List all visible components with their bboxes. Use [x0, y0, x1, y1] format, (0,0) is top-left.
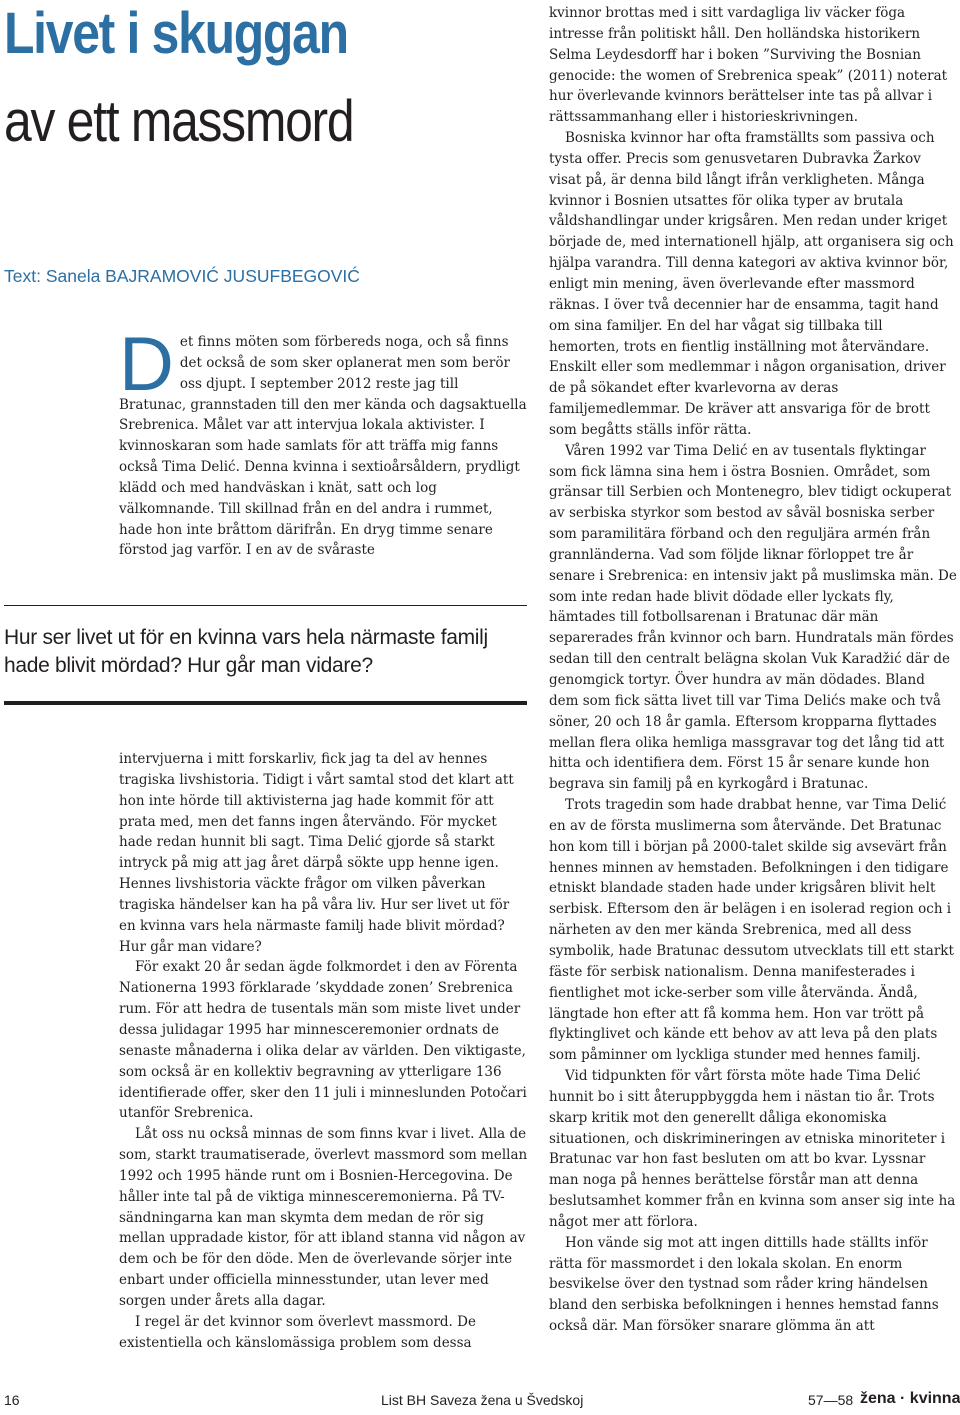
body-paragraph: Bosniska kvinnor har ofta framställts som passiva och tysta offer. Precis som genusvetaren Dubravka Žarkov visat på, är denna bild långt ifrån verkligheten. Många kvinnor i Bosnien utsattes för olika typer av brutala våldshandlingar under krigsåren. Men redan under kriget började de, med internationell hjälp, att organisera sig och hjälpa varandra. Till denna kategori av aktiva kvinnor bör, enligt min mening, även överlevande efter massmord räknas. I över två decennier har de ensamma, tagit hand om sina familjer. En del har vågat sig tillbaka till hemorten, trots en fientlig inställning mot återvändare. Enskilt eller som medlemmar i någon organisation, driver de på sökandet efter kvarlevorna av deras familjemedlemmar. De kräver att ansvariga för de brott som begåtts ställs inför rätta.: [549, 130, 954, 438]
body-paragraph: Trots tragedin som hade drabbat henne, var Tima Delić en av de första muslimerna som återvände. Det Bratunac hon kom till i början på 2000-talet skilde sig avsevärt från hennes minnen av hemstaden. Befolkningen i den tidigare etniskt blandade staden hade under krigsåren blivit helt serbisk. Eftersom den är belägen i en isolerad region och i närheten av den mer kända Srebrenica, med all dess symbolik, hade Bratunac dessutom utvecklats till ett starkt fäste för serbisk nationalism. Denna manifesterades i fientlighet mot icke-serber som ville återvända. Ändå, längtade hon efter att få komma hem. Hon var trött på flyktinglivet och kände ett behov av att leva på den plats som påminner om lyckliga stunder med hennes familj.: [549, 797, 954, 1064]
body-paragraph: Hon vände sig mot att ingen dittills hade ställts inför rätta för massmordet i den lokala skolan. En enorm besvikelse över den tystnad som råder kring händelsen bland den serbiska befolkningen i hennes hemstad fanns också där. Man försöker snarare glömma än att: [549, 1234, 939, 1335]
body-paragraph: I regel är det kvinnor som överlevt massmord. De existentiella och känslomässiga problem som dessa: [119, 1313, 476, 1351]
pullquote: Hur ser livet ut för en kvinna vars hela närmaste familj hade blivit mördad? Hur går man vidare?: [4, 626, 488, 677]
lead-text: et finns möten som förbereds noga, och så finns det också de som sker oplanerat men som berör oss djupt. I september 2012 reste jag till Bratunac, grannstaden till den mer kända och dagsaktuella Srebrenica. Målet var att intervjua lokala aktivister. I kvinnoskaran som hade samlats för att träffa mig fanns också Tima Delić. Denna kvinna i sextioårsåldern, prydligt klädd och med handväskan i knät, satt och log välkomnande. Till skillnad från en del andra i rummet, hade hon inte bråttom därifrån. En dryg timme senare förstod jag varför. I en av de svåraste: [119, 334, 527, 559]
lead-paragraph: [119, 322, 529, 561]
drop-cap: D: [119, 322, 174, 407]
body-paragraph: intervjuerna i mitt forskarliv, fick jag ta del av hennes tragiska livshistoria. Tidigt i vårt samtal stod det klart att hon inte hörde till aktivisterna jag hade kommit för att prata med, men det fanns ingen återvändo. För mycket hade redan hunnit bli sagt. Tima Delić gjorde så starkt intryck på mig att jag året därpå sökte upp henne igen. Hennes livshistoria väckte frågor om vilken påverkan tragiska händelser kan ha på våra liv. Hur ser livet ut för en kvinna vars hela närmaste familj hade blivit mördad? Hur går man vidare?: [119, 751, 514, 955]
byline: Text: Sanela BAJRAMOVIĆ JUSUFBEGOVIĆ: [4, 266, 360, 286]
body-paragraph: Vid tidpunkten för vårt första möte hade Tima Delić hunnit bo i sitt återuppbyggda hem i nästan tio år. Trots skarp kritik mot den generellt dåliga ekonomiska situationen, och diskrimineringen av etniska minoriteter i Bratunac var hon fast besluten om att bo kvar. Lyssnar man noga på hennes berättelse förstår man att denna beslutsamhet kommer från en kvinna som anser sig inte ha något mer att förlora.: [549, 1068, 956, 1230]
page-number: 16: [4, 1392, 20, 1408]
article-title-line2: av ett massmord: [4, 89, 354, 154]
body-paragraph: Låt oss nu också minnas de som finns kvar i livet. Alla de som, starkt traumatiserade, överlevt massmord som mellan 1992 och 1995 hände runt om i Bosnien-Hercegovina. De håller inte tal på de viktiga minnesceremonierna. På TV-sändningarna kan man skymta dem medan de rör sig mellan uppradade kistor, för att ibland stanna vid någon av dem och be för den döde. Men de överlevande sörjer inte enbart under officiella minnesstunder, utan lever med sorgen under årets alla dagar.: [119, 1126, 528, 1309]
body-paragraph: Våren 1992 var Tima Delić en av tusentals flyktingar som fick lämna sina hem i östra Bosnien. Området, som gränsar till Serbien och Montenegro, blev tidigt ockuperat av serbiska styrkor som bestod av såväl bosniska serber som paramilitära förband och den reguljära armén från grannländerna. Vad som följde liknar förloppet tre år senare i Srebrenica: en intensiv jakt på muslimska män. De som inte redan hade blivit dödade eller lyckats fly, hämtades till fotbollsarenan i Bratunac där män separerades från kvinnor och barn. Hundratals män fördes sedan till den centralt belägna skolan Vuk Karadžić där de genomgick tortyr. Över hundra av män dödades. Bland dem som fick sätta livet till var Tima Delićs make och två söner, 20 och 18 år gamla. Eftersom kropparna flyttades mellan flera olika hemliga massgravar tog det lång tid att hitta och identifiera dem. Först 15 år senare kunde hon begrava sin familj på en kyrkogård i Bratunac.: [549, 442, 957, 793]
publication-name: List BH Saveza žena u Švedskoj: [381, 1392, 584, 1408]
pullquote-bottom-rule: [4, 701, 527, 705]
article-title-line1: Livet i skuggan: [4, 1, 348, 66]
body-column-right: [549, 3, 957, 1337]
body-paragraph: kvinnor brottas med i sitt vardagliga liv väcker föga intresse från politiskt håll. Den holländska historikern Selma Leydesdorff har i boken ”Surviving the Bosnian genocide: the women of Srebrenica speak” (2011) noterat hur överlevande kvinnors berättelser inte tas på allvar i rättssammanhang eller i historieskrivningen.: [549, 5, 948, 126]
body-column-left: [119, 749, 529, 1353]
pullquote-top-rule: [4, 605, 527, 606]
issue-number: 57—58: [808, 1392, 854, 1408]
body-paragraph: För exakt 20 år sedan ägde folkmordet i den av Förenta Nationerna 1993 förklarade ’skyddade zonen’ Srebrenica rum. För att hedra de tusentals män som miste livet under dessa julidagar 1995 har minnesceremonier ordnats de senaste månaderna i olika delar av världen. Den viktigaste, som också är en kollektiv begravning av ytterligare 136 identifierade offer, sker den 11 juli i minneslunden Potočari utanför Srebrenica.: [119, 959, 527, 1122]
magazine-name: žena · kvinna: [860, 1390, 960, 1407]
